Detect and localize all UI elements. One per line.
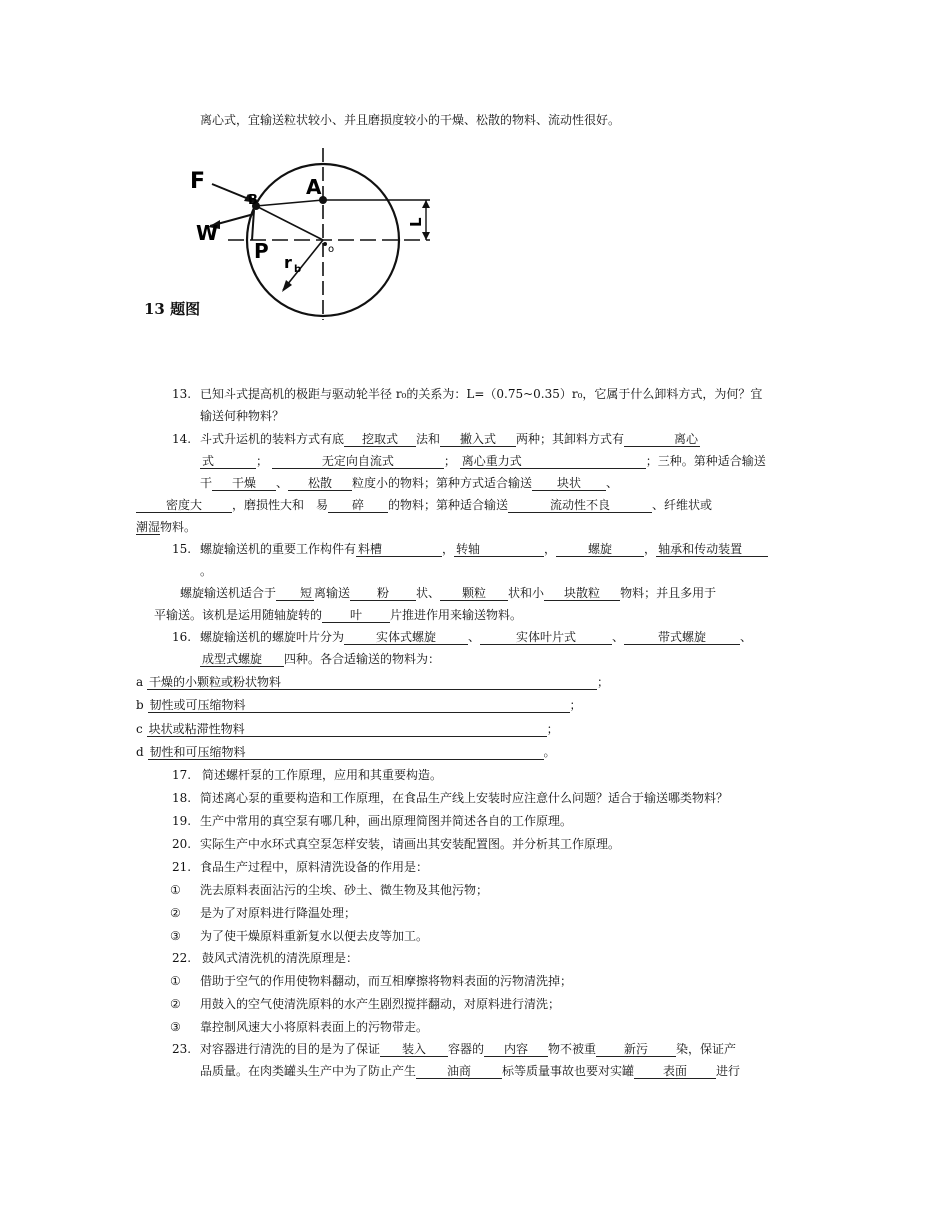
q16-line1: 螺旋输送机的螺旋叶片分为 实体式螺旋 、 实体叶片式 、 带式螺旋 、	[200, 630, 753, 644]
q17-number: 17.	[172, 768, 192, 782]
q19-text: 生产中常用的真空泵有哪几种，画出原理简图并简述各自的工作原理。	[200, 814, 573, 828]
q14-line1: 斗式升运机的装料方式有底 挖取式 法和 撇入式 两种；其卸料方式有 离心	[200, 432, 699, 446]
intro-text: 离心式，宜输送粒状较小、并且磨损度较小的干燥、松散的物料、流动性很好。	[200, 113, 621, 127]
label-W: W	[196, 221, 219, 245]
q14-blank-11: 流动性不良	[508, 498, 652, 513]
q22-number: 22.	[172, 951, 192, 965]
q23-number: 23.	[172, 1042, 192, 1056]
q14-blank-3b: 式	[200, 454, 256, 469]
q20-number: 20.	[172, 837, 192, 851]
q14-blank-10: 碎	[328, 498, 388, 513]
label-A: A	[306, 175, 322, 199]
q13-number: 13.	[172, 387, 192, 401]
q20-text: 实际生产中水环式真空泵怎样安装，请画出其安装配置图。并分析其工作原理。	[200, 837, 621, 851]
label-r: r	[284, 253, 292, 272]
q21-number: 21.	[172, 860, 192, 874]
q21-opt2: 是为了对原料进行降温处理；	[200, 906, 357, 920]
q15-number: 15.	[172, 542, 192, 556]
q14-blank-7: 松散	[288, 476, 352, 491]
q16-item-c-answer: 块状或粘滞性物料	[147, 722, 547, 737]
q21-text: 食品生产过程中，原料清洗设备的作用是：	[200, 860, 429, 874]
label-o: o	[328, 244, 335, 255]
q21-opt1: 洗去原料表面沾污的尘埃、砂土、微生物及其他污物；	[200, 883, 489, 897]
q22-opt1-key: ①	[170, 974, 181, 988]
q22-opt3-key: ③	[170, 1020, 181, 1034]
q14-blank-5: 离心重力式	[460, 454, 646, 469]
q14-blank-8: 块状	[532, 476, 606, 491]
q18-text: 简述离心泵的重要构造和工作原理，在食品生产线上安装时应注意什么问题？适合于输送哪类物料？	[200, 791, 729, 805]
q16-blank-4: 成型式螺旋	[200, 652, 284, 667]
q16-item-d: d 韧性和可压缩物料 。	[136, 745, 556, 759]
q16-item-b: b 韧性或可压缩物料 ；	[136, 698, 582, 712]
q23-line2: 品质量。在肉类罐头生产中为了防止产生 油商 标等质量事故也要对实罐 表面 进行	[200, 1064, 741, 1078]
q13-line2: 输送何种物料？	[200, 409, 285, 423]
q14-blank-4: 无定向自流式	[272, 454, 444, 469]
q13-line1: 已知斗式提高机的极距与驱动轮半径 r₀的关系为：L=（0.75~0.35）r₀，它属于什么卸料方式，为何？宜	[200, 387, 763, 401]
q18-number: 18.	[172, 791, 192, 805]
q21-opt1-key: ①	[170, 883, 181, 897]
label-P: P	[254, 239, 269, 263]
q16-line2: 成型式螺旋 四种。各合适输送的物料为：	[202, 652, 441, 666]
q16-item-d-answer: 韧性和可压缩物料	[148, 745, 544, 760]
q22-opt1: 借助于空气的作用使物料翻动，而互相摩擦将物料表面的污物清洗掉；	[200, 974, 573, 988]
q22-opt3: 靠控制风速大小将原料表面上的污物带走。	[200, 1020, 429, 1034]
q15-line3: 螺旋输送机适合于 短 离输送 粉 状、 颗粒 状和小 块散粒 物料；并且多用于	[180, 586, 717, 600]
q15-blank-2: 转轴	[454, 542, 544, 557]
q15-blank-4: 轴承和传动装置	[656, 542, 768, 557]
q15-blank-7: 颗粒	[440, 586, 508, 601]
label-F: F	[190, 169, 206, 194]
figure-caption: 13 题图	[144, 300, 201, 318]
center-O-dot	[323, 242, 327, 246]
q14-blank-1: 挖取式	[344, 432, 416, 447]
q15-blank-6: 粉	[350, 586, 416, 601]
q14-line2: 式 ； 无定向自流式 ； 离心重力式 ；三种。第种适合输送	[202, 454, 766, 468]
q23-blank-4: 油商	[416, 1064, 502, 1079]
q21-opt3-key: ③	[170, 929, 181, 943]
q15-blank-9: 叶	[322, 608, 390, 623]
q14-blank-9: 密度大	[136, 498, 232, 513]
q16-item-c: c 块状或粘滞性物料 ；	[136, 722, 559, 736]
q15-blank-3: 螺旋	[556, 542, 644, 557]
q23-blank-2: 内容	[484, 1042, 548, 1057]
line-A-B	[256, 200, 323, 206]
q14-line3: 干 干燥 、 松散 粒度小的物料；第种方式适合输送 块状 、	[200, 476, 619, 490]
q14-blank-3a: 离心	[624, 432, 700, 447]
q22-text: 鼓风式清洗机的清洗原理是：	[202, 951, 359, 965]
dim-arrow-top-icon	[422, 200, 430, 208]
q14-line4: 密度大 ，磨损性大和 易 碎 的物料；第种适合输送 流动性不良 、纤维状或	[136, 497, 712, 513]
q15-blank-1: 料槽	[356, 542, 442, 557]
q16-blank-1: 实体式螺旋	[344, 630, 468, 645]
q23-line1: 对容器进行清洗的目的是为了保证 装入 容器的 内容 物不被重 新污 染，保证产	[200, 1042, 737, 1056]
q16-item-a: a 干燥的小颗粒或粉状物料 ；	[136, 675, 609, 689]
q16-blank-2: 实体叶片式	[480, 630, 612, 645]
q16-item-a-answer: 干燥的小颗粒或粉状物料	[147, 675, 597, 690]
label-L: L	[407, 217, 425, 227]
dim-arrow-bottom-icon	[422, 232, 430, 240]
q23-blank-5: 表面	[634, 1064, 716, 1079]
q15-blank-8: 块散粒	[544, 586, 620, 601]
q23-blank-3: 新污	[596, 1042, 676, 1057]
q22-opt2-key: ②	[170, 997, 181, 1011]
q15-blank-5: 短	[276, 586, 314, 601]
q15-line2: 。	[200, 564, 213, 578]
q14-blank-6: 干燥	[212, 476, 276, 491]
q19-number: 19.	[172, 814, 192, 828]
q14-line5: 潮湿物料。	[136, 520, 197, 534]
q22-opt2: 用鼓入的空气使清洗原料的水产生剧烈搅拌翻动，对原料进行清洗；	[200, 997, 561, 1011]
label-B: B	[248, 193, 258, 208]
line-O-B	[256, 206, 323, 240]
q16-item-b-answer: 韧性或可压缩物料	[148, 698, 570, 713]
q21-opt2-key: ②	[170, 906, 181, 920]
q14-blank-2: 撇入式	[440, 432, 516, 447]
label-b: b	[294, 264, 302, 275]
q16-number: 16.	[172, 630, 192, 644]
q23-blank-1: 装入	[380, 1042, 448, 1057]
q14-number: 14.	[172, 432, 192, 446]
q15-line1: 螺旋输送机的重要工作构件有 料槽 ， 转轴 ， 螺旋 ， 轴承和传动装置	[200, 541, 768, 557]
q17-text: 简述螺杆泵的工作原理，应用和其重要构造。	[202, 768, 443, 782]
q14-blank-12: 潮湿	[136, 520, 161, 534]
q21-opt3: 为了使干燥原料重新复水以便去皮等加工。	[200, 929, 429, 943]
q15-line4: 平输送。该机是运用随轴旋转的 叶 片推进作用来输送物料。	[154, 608, 523, 622]
q16-blank-3: 带式螺旋	[624, 630, 740, 645]
